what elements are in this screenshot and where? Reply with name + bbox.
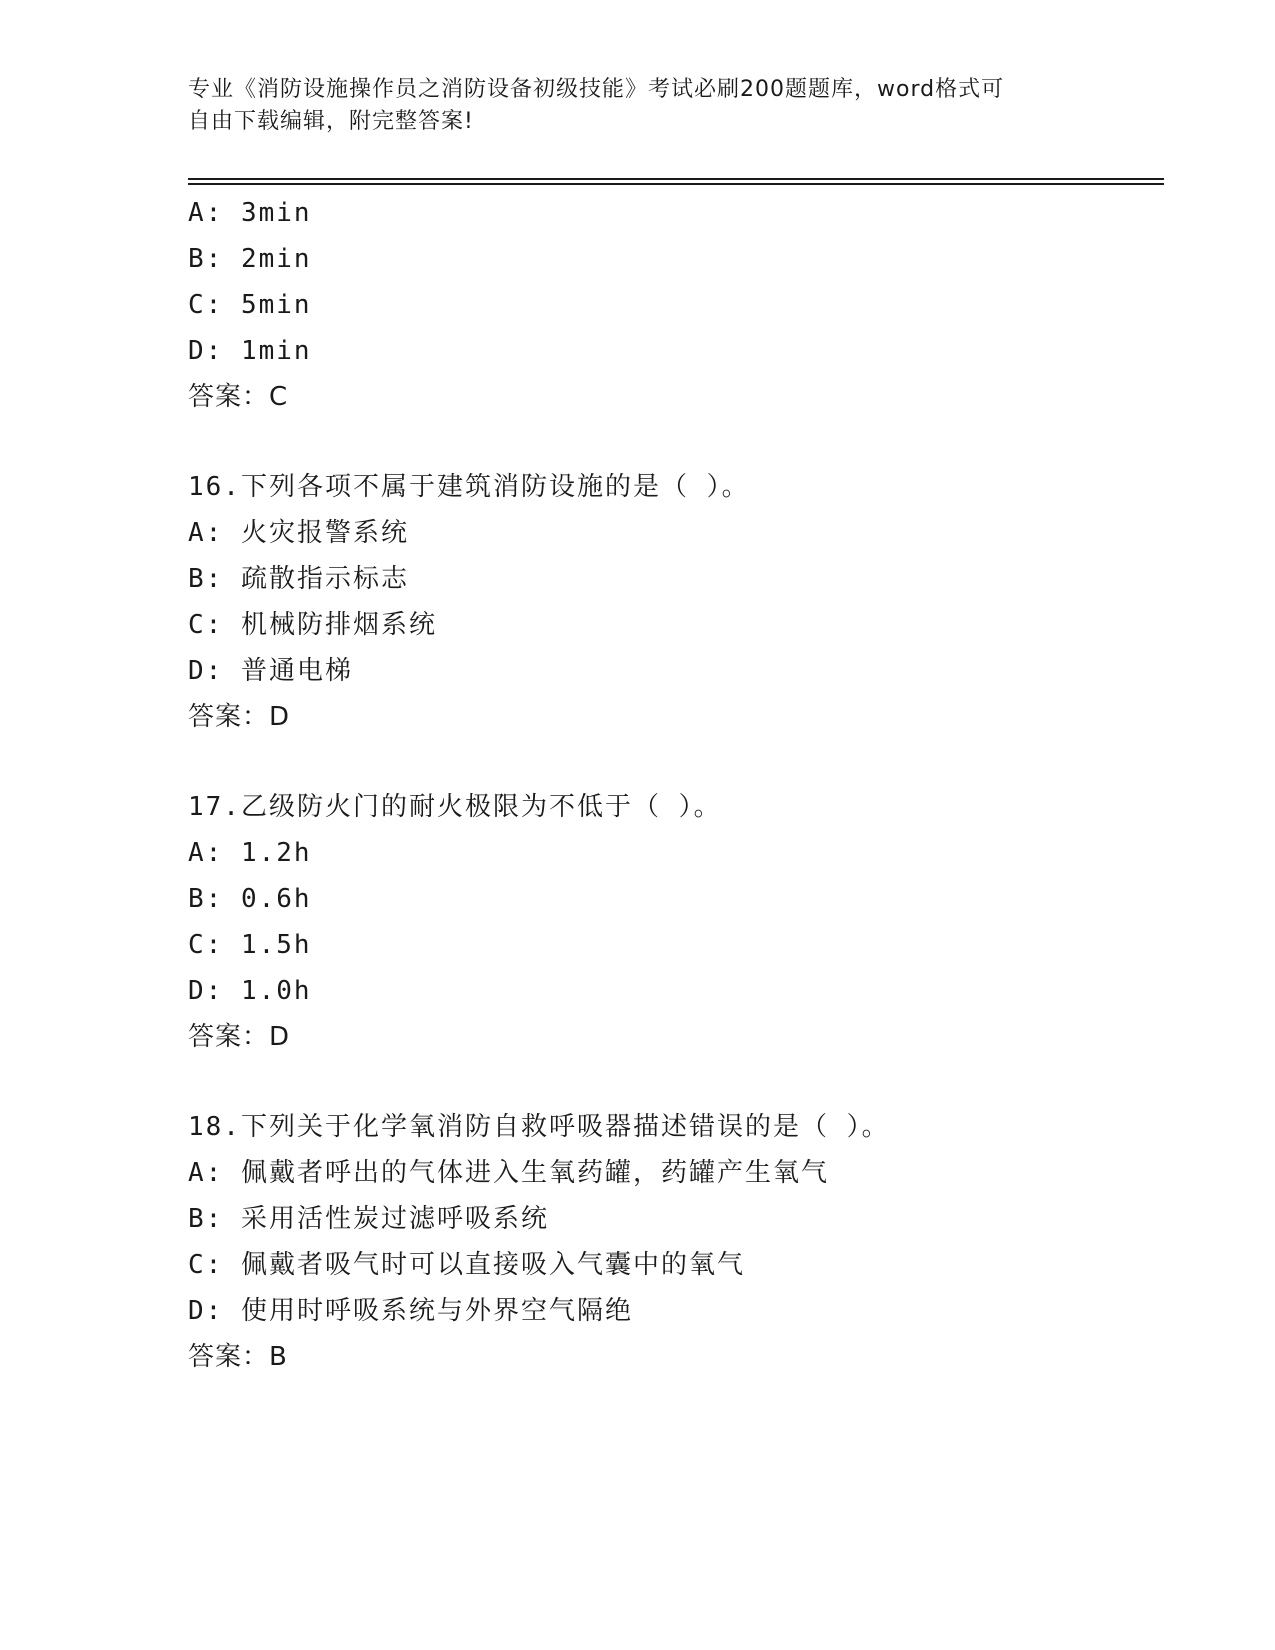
question-17 — [188, 784, 1168, 1060]
header-line-2: 自由下载编辑，附完整答案! — [188, 109, 474, 134]
option-d: D: 1.0h — [188, 976, 312, 1006]
question-15-tail — [188, 190, 1168, 420]
option-d: D: 1min — [188, 336, 312, 366]
option-c: C: 机械防排烟系统 — [188, 610, 437, 640]
answer: 答案：D — [188, 1022, 291, 1052]
option-c: C: 1.5h — [188, 930, 312, 960]
question-18 — [188, 1104, 1168, 1380]
option-a: A: 火灾报警系统 — [188, 518, 409, 548]
question-16 — [188, 464, 1168, 740]
answer: 答案：D — [188, 702, 291, 732]
option-d: D: 使用时呼吸系统与外界空气隔绝 — [188, 1296, 633, 1326]
option-a: A: 3min — [188, 198, 312, 228]
option-b: B: 2min — [188, 244, 312, 274]
option-b: B: 采用活性炭过滤呼吸系统 — [188, 1204, 549, 1234]
question-stem: 17.乙级防火门的耐火极限为不低于（ ）。 — [188, 792, 722, 822]
option-a: A: 佩戴者呼出的气体进入生氧药罐，药罐产生氧气 — [188, 1158, 829, 1188]
header-rule-top — [188, 178, 1164, 180]
answer: 答案：B — [188, 1342, 288, 1372]
option-a: A: 1.2h — [188, 838, 312, 868]
question-list — [188, 190, 1168, 1380]
header-rule-bottom — [188, 183, 1164, 185]
question-stem: 16.下列各项不属于建筑消防设施的是（ ）。 — [188, 472, 750, 502]
option-b: B: 0.6h — [188, 884, 312, 914]
header-line-1: 专业《消防设施操作员之消防设备初级技能》考试必刷200题题库，word格式可 — [188, 77, 1005, 102]
answer: 答案：C — [188, 382, 289, 412]
question-stem: 18.下列关于化学氧消防自救呼吸器描述错误的是（ ）。 — [188, 1112, 890, 1142]
option-c: C: 5min — [188, 290, 312, 320]
option-c: C: 佩戴者吸气时可以直接吸入气囊中的氧气 — [188, 1250, 745, 1280]
option-b: B: 疏散指示标志 — [188, 564, 409, 594]
document-header — [188, 74, 1088, 138]
option-d: D: 普通电梯 — [188, 656, 353, 686]
